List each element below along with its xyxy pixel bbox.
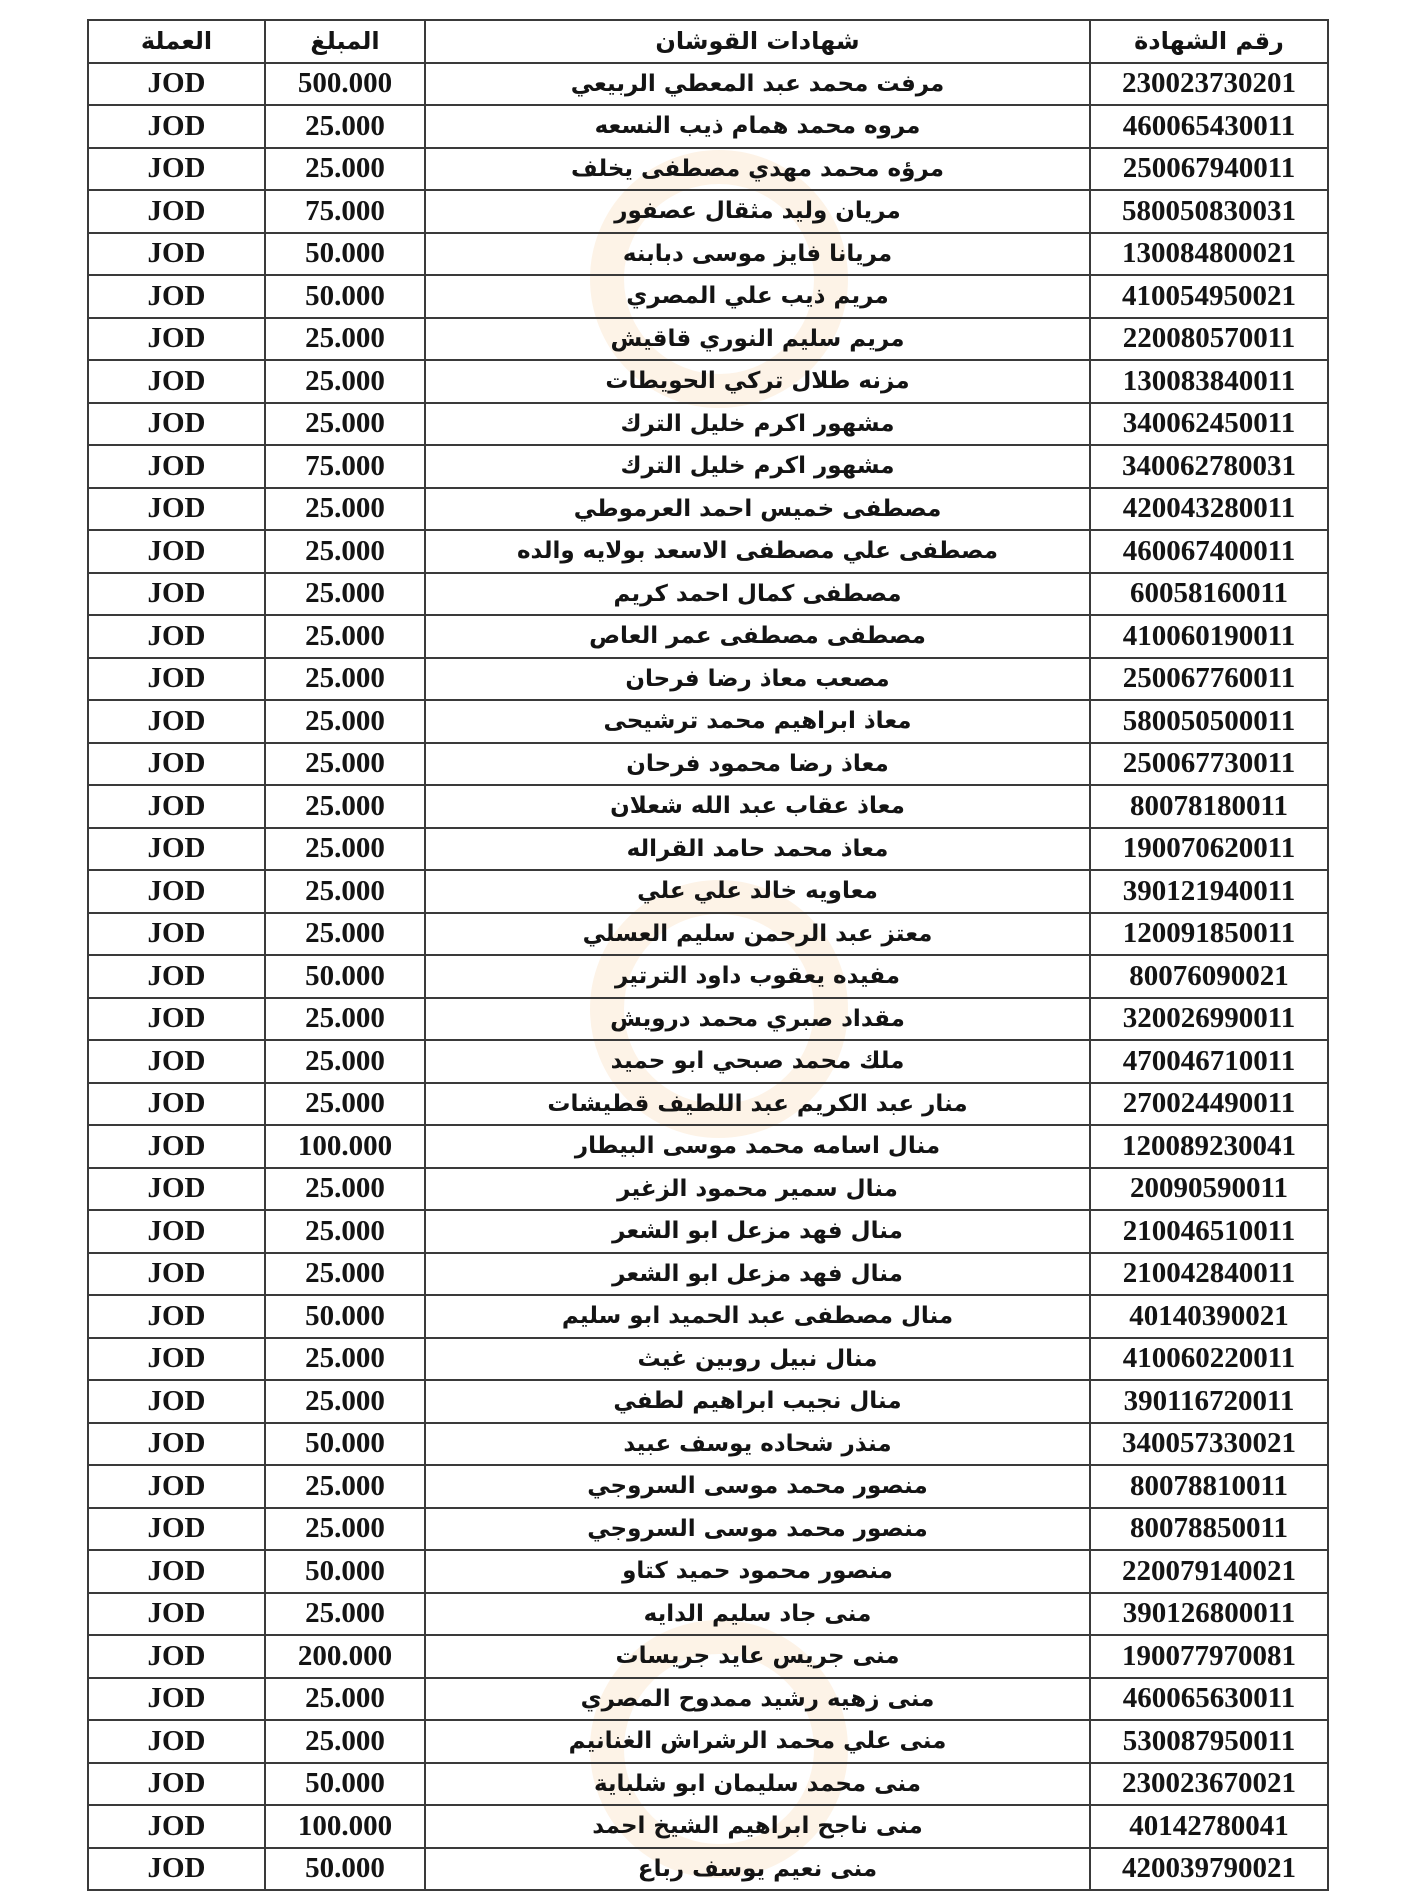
cell-name: مزنه طلال تركي الحويطات bbox=[425, 360, 1090, 403]
cell-number: 250067940011 bbox=[1090, 148, 1328, 191]
cell-amount: 25.000 bbox=[265, 105, 425, 148]
cell-number: 420043280011 bbox=[1090, 488, 1328, 531]
table-row bbox=[88, 1678, 1328, 1721]
cell-currency: JOD bbox=[88, 955, 265, 998]
cell-currency: JOD bbox=[88, 785, 265, 828]
cell-name: مشهور اكرم خليل الترك bbox=[425, 403, 1090, 446]
cell-name: منال نجيب ابراهيم لطفي bbox=[425, 1380, 1090, 1423]
cell-amount: 25.000 bbox=[265, 1720, 425, 1763]
cell-number: 80078850011 bbox=[1090, 1508, 1328, 1551]
cell-amount: 25.000 bbox=[265, 1253, 425, 1296]
cell-number: 390121940011 bbox=[1090, 870, 1328, 913]
cell-amount: 25.000 bbox=[265, 530, 425, 573]
table-row bbox=[88, 1635, 1328, 1678]
cell-amount: 50.000 bbox=[265, 1423, 425, 1466]
table-row bbox=[88, 403, 1328, 446]
cell-name: مروه محمد همام ذيب النسعه bbox=[425, 105, 1090, 148]
cell-currency: JOD bbox=[88, 573, 265, 616]
cell-currency: JOD bbox=[88, 1465, 265, 1508]
cell-number: 460065630011 bbox=[1090, 1678, 1328, 1721]
table-row bbox=[88, 275, 1328, 318]
table-row bbox=[88, 360, 1328, 403]
cell-number: 390116720011 bbox=[1090, 1380, 1328, 1423]
table-row bbox=[88, 658, 1328, 701]
table-row bbox=[88, 233, 1328, 276]
cell-name: مريم سليم النوري قاقيش bbox=[425, 318, 1090, 361]
cell-amount: 25.000 bbox=[265, 870, 425, 913]
cell-currency: JOD bbox=[88, 233, 265, 276]
cell-number: 340062780031 bbox=[1090, 445, 1328, 488]
table-row bbox=[88, 1763, 1328, 1806]
cell-number: 230023670021 bbox=[1090, 1763, 1328, 1806]
cell-currency: JOD bbox=[88, 488, 265, 531]
cell-number: 420039790021 bbox=[1090, 1848, 1328, 1891]
cell-name: منصور محمود حميد كتاو bbox=[425, 1550, 1090, 1593]
cell-currency: JOD bbox=[88, 105, 265, 148]
cell-number: 410060190011 bbox=[1090, 615, 1328, 658]
cell-name: منصور محمد موسى السروجي bbox=[425, 1508, 1090, 1551]
table-row bbox=[88, 1168, 1328, 1211]
cell-number: 250067730011 bbox=[1090, 743, 1328, 786]
cell-currency: JOD bbox=[88, 1168, 265, 1211]
cell-currency: JOD bbox=[88, 1635, 265, 1678]
cell-currency: JOD bbox=[88, 1678, 265, 1721]
cell-number: 130083840011 bbox=[1090, 360, 1328, 403]
cell-currency: JOD bbox=[88, 913, 265, 956]
cell-currency: JOD bbox=[88, 700, 265, 743]
cell-name: منال مصطفى عبد الحميد ابو سليم bbox=[425, 1295, 1090, 1338]
cell-name: مريان وليد مثقال عصفور bbox=[425, 190, 1090, 233]
cell-number: 580050500011 bbox=[1090, 700, 1328, 743]
table-row bbox=[88, 488, 1328, 531]
cell-currency: JOD bbox=[88, 743, 265, 786]
table-row bbox=[88, 785, 1328, 828]
cell-name: معاذ ابراهيم محمد ترشيحى bbox=[425, 700, 1090, 743]
cell-amount: 25.000 bbox=[265, 488, 425, 531]
table-row bbox=[88, 1210, 1328, 1253]
cell-number: 210042840011 bbox=[1090, 1253, 1328, 1296]
cell-name: مقداد صبري محمد درويش bbox=[425, 998, 1090, 1041]
cell-number: 80078810011 bbox=[1090, 1465, 1328, 1508]
cell-currency: JOD bbox=[88, 1083, 265, 1126]
cell-name: معتز عبد الرحمن سليم العسلي bbox=[425, 913, 1090, 956]
cell-number: 340062450011 bbox=[1090, 403, 1328, 446]
cell-name: منى ناجح ابراهيم الشيخ احمد bbox=[425, 1805, 1090, 1848]
cell-name: مصطفى علي مصطفى الاسعد بولايه والده bbox=[425, 530, 1090, 573]
table-row bbox=[88, 1295, 1328, 1338]
cell-currency: JOD bbox=[88, 1423, 265, 1466]
table-row bbox=[88, 573, 1328, 616]
table-row bbox=[88, 1848, 1328, 1891]
cell-name: منى محمد سليمان ابو شلباية bbox=[425, 1763, 1090, 1806]
header-amount: المبلغ bbox=[265, 20, 425, 63]
cell-number: 470046710011 bbox=[1090, 1040, 1328, 1083]
cell-amount: 25.000 bbox=[265, 700, 425, 743]
cell-currency: JOD bbox=[88, 870, 265, 913]
table-row bbox=[88, 1508, 1328, 1551]
table-row bbox=[88, 1380, 1328, 1423]
cell-amount: 25.000 bbox=[265, 998, 425, 1041]
cell-name: منى جاد سليم الدايه bbox=[425, 1593, 1090, 1636]
cell-number: 190077970081 bbox=[1090, 1635, 1328, 1678]
cell-number: 190070620011 bbox=[1090, 828, 1328, 871]
cell-name: مصطفى مصطفى عمر العاص bbox=[425, 615, 1090, 658]
cell-number: 220080570011 bbox=[1090, 318, 1328, 361]
table-row bbox=[88, 445, 1328, 488]
cell-name: منى زهيه رشيد ممدوح المصري bbox=[425, 1678, 1090, 1721]
cell-currency: JOD bbox=[88, 615, 265, 658]
cell-currency: JOD bbox=[88, 360, 265, 403]
cell-amount: 25.000 bbox=[265, 615, 425, 658]
table-row bbox=[88, 190, 1328, 233]
cell-number: 580050830031 bbox=[1090, 190, 1328, 233]
cell-amount: 200.000 bbox=[265, 1635, 425, 1678]
cell-currency: JOD bbox=[88, 445, 265, 488]
cell-name: معاذ محمد حامد القراله bbox=[425, 828, 1090, 871]
cell-amount: 25.000 bbox=[265, 1465, 425, 1508]
cell-amount: 100.000 bbox=[265, 1125, 425, 1168]
table-row bbox=[88, 530, 1328, 573]
cell-currency: JOD bbox=[88, 530, 265, 573]
cell-number: 40140390021 bbox=[1090, 1295, 1328, 1338]
cell-number: 340057330021 bbox=[1090, 1423, 1328, 1466]
cell-currency: JOD bbox=[88, 658, 265, 701]
cell-number: 320026990011 bbox=[1090, 998, 1328, 1041]
cell-amount: 25.000 bbox=[265, 1593, 425, 1636]
table-row bbox=[88, 743, 1328, 786]
cell-name: معاذ رضا محمود فرحان bbox=[425, 743, 1090, 786]
cell-currency: JOD bbox=[88, 1295, 265, 1338]
table-row bbox=[88, 1253, 1328, 1296]
header-certificate-number: رقم الشهادة bbox=[1090, 20, 1328, 63]
cell-number: 390126800011 bbox=[1090, 1593, 1328, 1636]
cell-name: مفيده يعقوب داود الترتير bbox=[425, 955, 1090, 998]
cell-number: 250067760011 bbox=[1090, 658, 1328, 701]
table-row bbox=[88, 955, 1328, 998]
cell-currency: JOD bbox=[88, 828, 265, 871]
cell-name: معاويه خالد علي علي bbox=[425, 870, 1090, 913]
cell-name: مشهور اكرم خليل الترك bbox=[425, 445, 1090, 488]
cell-amount: 50.000 bbox=[265, 275, 425, 318]
cell-amount: 50.000 bbox=[265, 1763, 425, 1806]
cell-number: 220079140021 bbox=[1090, 1550, 1328, 1593]
cell-amount: 25.000 bbox=[265, 148, 425, 191]
cell-amount: 25.000 bbox=[265, 1338, 425, 1381]
cell-name: ملك محمد صبحي ابو حميد bbox=[425, 1040, 1090, 1083]
table-row bbox=[88, 1083, 1328, 1126]
cell-amount: 25.000 bbox=[265, 658, 425, 701]
cell-currency: JOD bbox=[88, 998, 265, 1041]
cell-amount: 50.000 bbox=[265, 1295, 425, 1338]
cell-name: منى نعيم يوسف رباع bbox=[425, 1848, 1090, 1891]
cell-amount: 500.000 bbox=[265, 63, 425, 106]
header-name: شهادات القوشان bbox=[425, 20, 1090, 63]
cell-currency: JOD bbox=[88, 1593, 265, 1636]
cell-name: منذر شحاده يوسف عبيد bbox=[425, 1423, 1090, 1466]
cell-number: 40142780041 bbox=[1090, 1805, 1328, 1848]
cell-currency: JOD bbox=[88, 1550, 265, 1593]
cell-amount: 25.000 bbox=[265, 1380, 425, 1423]
cell-number: 460065430011 bbox=[1090, 105, 1328, 148]
cell-amount: 25.000 bbox=[265, 1210, 425, 1253]
table-row bbox=[88, 828, 1328, 871]
cell-number: 80076090021 bbox=[1090, 955, 1328, 998]
cell-amount: 25.000 bbox=[265, 318, 425, 361]
table-row bbox=[88, 148, 1328, 191]
cell-amount: 100.000 bbox=[265, 1805, 425, 1848]
cell-amount: 25.000 bbox=[265, 913, 425, 956]
cell-name: مرؤه محمد مهدي مصطفى يخلف bbox=[425, 148, 1090, 191]
cell-name: مصطفى كمال احمد كريم bbox=[425, 573, 1090, 616]
cell-currency: JOD bbox=[88, 1848, 265, 1891]
cell-number: 80078180011 bbox=[1090, 785, 1328, 828]
cell-currency: JOD bbox=[88, 1253, 265, 1296]
cell-name: منال فهد مزعل ابو الشعر bbox=[425, 1253, 1090, 1296]
table-row bbox=[88, 63, 1328, 106]
cell-number: 130084800021 bbox=[1090, 233, 1328, 276]
certificates-table bbox=[87, 19, 1329, 1891]
table-row bbox=[88, 1125, 1328, 1168]
cell-number: 120091850011 bbox=[1090, 913, 1328, 956]
cell-amount: 25.000 bbox=[265, 1040, 425, 1083]
cell-currency: JOD bbox=[88, 1040, 265, 1083]
cell-amount: 75.000 bbox=[265, 190, 425, 233]
cell-name: معاذ عقاب عبد الله شعلان bbox=[425, 785, 1090, 828]
cell-name: منال اسامه محمد موسى البيطار bbox=[425, 1125, 1090, 1168]
cell-number: 270024490011 bbox=[1090, 1083, 1328, 1126]
cell-name: منال فهد مزعل ابو الشعر bbox=[425, 1210, 1090, 1253]
table-row bbox=[88, 998, 1328, 1041]
table-row bbox=[88, 318, 1328, 361]
table-row bbox=[88, 1593, 1328, 1636]
cell-amount: 75.000 bbox=[265, 445, 425, 488]
cell-number: 230023730201 bbox=[1090, 63, 1328, 106]
cell-amount: 25.000 bbox=[265, 828, 425, 871]
table-row bbox=[88, 1720, 1328, 1763]
cell-currency: JOD bbox=[88, 1508, 265, 1551]
cell-amount: 25.000 bbox=[265, 573, 425, 616]
cell-currency: JOD bbox=[88, 1805, 265, 1848]
cell-currency: JOD bbox=[88, 1338, 265, 1381]
cell-number: 20090590011 bbox=[1090, 1168, 1328, 1211]
cell-name: منار عبد الكريم عبد اللطيف قطيشات bbox=[425, 1083, 1090, 1126]
cell-amount: 50.000 bbox=[265, 233, 425, 276]
table-row bbox=[88, 913, 1328, 956]
table-body bbox=[88, 63, 1328, 1891]
cell-number: 60058160011 bbox=[1090, 573, 1328, 616]
cell-amount: 25.000 bbox=[265, 1508, 425, 1551]
cell-amount: 50.000 bbox=[265, 955, 425, 998]
table-header-row bbox=[88, 20, 1328, 63]
cell-currency: JOD bbox=[88, 148, 265, 191]
header-currency: العملة bbox=[88, 20, 265, 63]
cell-name: منى جريس عايد جريسات bbox=[425, 1635, 1090, 1678]
table-row bbox=[88, 1550, 1328, 1593]
cell-amount: 25.000 bbox=[265, 1083, 425, 1126]
cell-currency: JOD bbox=[88, 190, 265, 233]
cell-number: 530087950011 bbox=[1090, 1720, 1328, 1763]
cell-name: مصطفى خميس احمد العرموطي bbox=[425, 488, 1090, 531]
cell-currency: JOD bbox=[88, 1380, 265, 1423]
cell-name: مصعب معاذ رضا فرحان bbox=[425, 658, 1090, 701]
cell-currency: JOD bbox=[88, 275, 265, 318]
table-row bbox=[88, 1423, 1328, 1466]
cell-number: 410054950021 bbox=[1090, 275, 1328, 318]
cell-name: مرفت محمد عبد المعطي الربيعي bbox=[425, 63, 1090, 106]
cell-amount: 25.000 bbox=[265, 743, 425, 786]
table-row bbox=[88, 615, 1328, 658]
cell-number: 210046510011 bbox=[1090, 1210, 1328, 1253]
cell-name: منصور محمد موسى السروجي bbox=[425, 1465, 1090, 1508]
cell-name: منال سمير محمود الزغير bbox=[425, 1168, 1090, 1211]
table-row bbox=[88, 1805, 1328, 1848]
cell-name: منال نبيل روبين غيث bbox=[425, 1338, 1090, 1381]
cell-currency: JOD bbox=[88, 318, 265, 361]
cell-number: 460067400011 bbox=[1090, 530, 1328, 573]
cell-amount: 25.000 bbox=[265, 1678, 425, 1721]
cell-amount: 25.000 bbox=[265, 403, 425, 446]
cell-currency: JOD bbox=[88, 1720, 265, 1763]
cell-number: 410060220011 bbox=[1090, 1338, 1328, 1381]
table-row bbox=[88, 105, 1328, 148]
table-row bbox=[88, 870, 1328, 913]
cell-name: مريانا فايز موسى دبابنه bbox=[425, 233, 1090, 276]
cell-amount: 25.000 bbox=[265, 360, 425, 403]
cell-amount: 50.000 bbox=[265, 1550, 425, 1593]
cell-currency: JOD bbox=[88, 63, 265, 106]
cell-amount: 50.000 bbox=[265, 1848, 425, 1891]
table-row bbox=[88, 1040, 1328, 1083]
table-row bbox=[88, 700, 1328, 743]
table-row bbox=[88, 1338, 1328, 1381]
cell-number: 120089230041 bbox=[1090, 1125, 1328, 1168]
cell-name: منى علي محمد الرشراش الغنانيم bbox=[425, 1720, 1090, 1763]
cell-currency: JOD bbox=[88, 403, 265, 446]
cell-amount: 25.000 bbox=[265, 785, 425, 828]
cell-currency: JOD bbox=[88, 1210, 265, 1253]
cell-currency: JOD bbox=[88, 1763, 265, 1806]
cell-name: مريم ذيب علي المصري bbox=[425, 275, 1090, 318]
cell-amount: 25.000 bbox=[265, 1168, 425, 1211]
cell-currency: JOD bbox=[88, 1125, 265, 1168]
table-row bbox=[88, 1465, 1328, 1508]
